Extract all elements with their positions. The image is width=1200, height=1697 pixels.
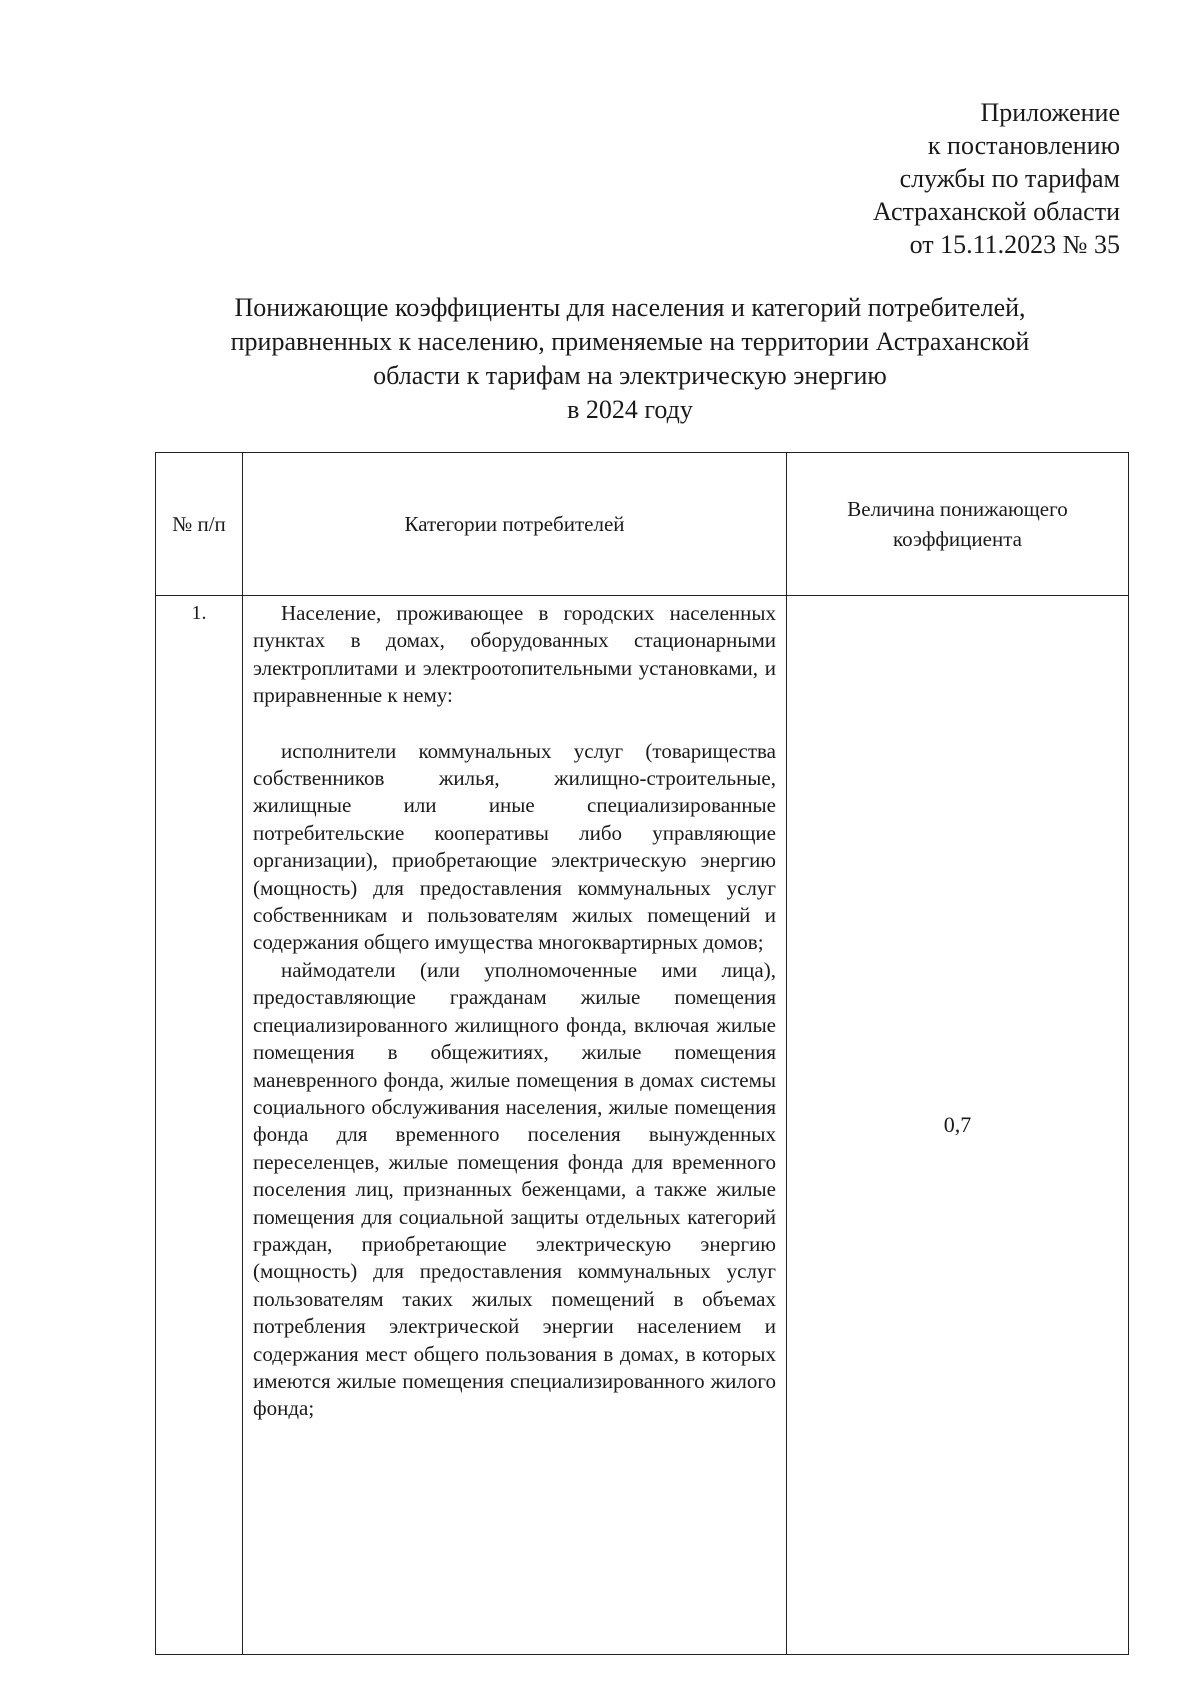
row-number: 1.	[156, 596, 243, 1655]
category-paragraph: наймодатели (или уполномоченные ими лица), предоставляющие гражданам жилые помещения специализированного жилищного фонда, включая жилые помещения в общежитиях, жилые помещения маневренного фонда, жилые помещения в домах системы социального обслуживания населения, жилые помещения фонда для временного поселения вынужденных переселенцев, жилые помещения фонда для временного поселения лиц, признанных беженцами, а также жилые помещения для социальной защиты отдельных категорий граждан, приобретающие электрическую энергию (мощность) для предоставления коммунальных услуг пользователям таких жилых помещений в объемах потребления электрической энергии населением и содержания мест общего пользования в домах, в которых имеются жилые помещения специализированного жилого фонда;	[253, 957, 776, 1421]
title-line: приравненных к населению, применяемые на территории Астраханской	[230, 327, 1030, 356]
header-coefficient	[787, 453, 1129, 596]
appendix-line: Астраханской области	[872, 197, 1120, 226]
title-line: Понижающие коэффициенты для населения и категорий потребителей,	[234, 293, 1026, 322]
appendix-date-number: от 15.11.2023 № 35	[909, 230, 1120, 259]
row-category	[243, 596, 787, 1655]
header-category: Категории потребителей	[243, 453, 787, 596]
row-coefficient: 0,7	[787, 596, 1129, 1655]
header-number: № п/п	[156, 453, 243, 596]
title-line: в 2024 году	[567, 395, 693, 424]
appendix-line: к постановлению	[927, 131, 1120, 160]
appendix-line: службы по тарифам	[899, 164, 1120, 193]
appendix-line: Приложение	[980, 98, 1120, 127]
appendix-header	[720, 96, 1120, 261]
category-paragraph: исполнители коммунальных услуг (товарищества собственников жилья, жилищно-строительные, жилищные или иные специализированные потребительские кооперативы либо управляющие организации), приобретающие электрическую энергию (мощность) для предоставления коммунальных услуг собственникам и пользователям жилых помещений и содержания общего имущества многоквартирных домов;	[253, 738, 776, 955]
title-line: области к тарифам на электрическую энергию	[373, 361, 887, 390]
category-text	[243, 596, 786, 1654]
coefficients-table	[155, 452, 1129, 1655]
table-header-row	[156, 453, 1129, 596]
header-coefficient-label: Величина понижающего коэффициента	[847, 497, 1068, 551]
category-paragraph: Население, проживающее в городских населенных пунктах в домах, оборудованных стационарными электроплитами и электроотопительными установками, и приравненные к нему:	[253, 601, 776, 708]
table-row	[156, 596, 1129, 1655]
document-title	[190, 291, 1070, 427]
